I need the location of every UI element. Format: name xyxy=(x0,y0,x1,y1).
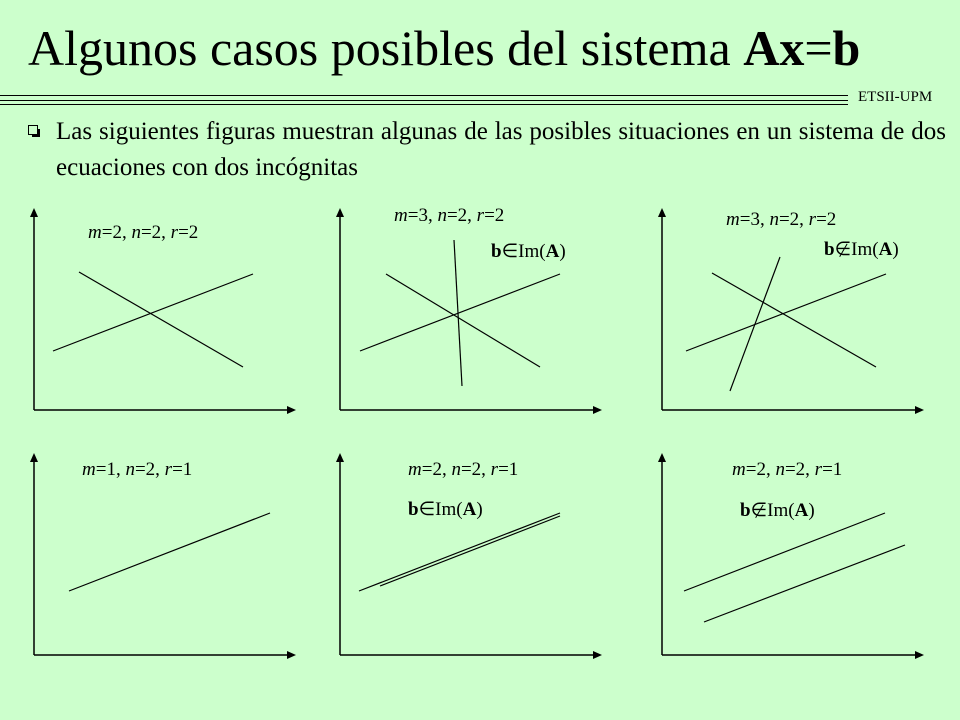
title-rule-top xyxy=(0,95,848,96)
figure-6-annotation: b∈Im(A) xyxy=(740,500,815,521)
slide-title xyxy=(28,16,860,80)
figure-4 xyxy=(20,445,310,670)
bullet-icon xyxy=(28,125,38,135)
figure-6-label: m=2, n=2, r=1 xyxy=(732,459,843,480)
organization-label: ETSII-UPM xyxy=(858,89,933,105)
bullet-text: Las siguientes figuras muestran algunas de las posibles situaciones en un sistema de dos ecuaciones con dos incógnitas xyxy=(56,118,946,181)
title-rule-middle xyxy=(0,100,848,101)
title-rule-bottom xyxy=(0,104,848,105)
figure-1 xyxy=(20,200,310,425)
title-vector: b xyxy=(832,20,861,76)
figure-5 xyxy=(326,445,616,670)
figure-3-label: m=3, n=2, r=2 xyxy=(726,209,837,230)
not-element-of-symbol: ∈ xyxy=(834,239,852,260)
figure-3-annotation: b∈Im(A) xyxy=(824,239,899,260)
figure-2-annotation: b∈Im(A) xyxy=(491,241,566,262)
title-text: Algunos casos posibles del sistema xyxy=(28,20,744,76)
figure-2-plot xyxy=(326,200,616,425)
figure-2 xyxy=(326,200,616,425)
title-matrix: Ax xyxy=(743,20,805,76)
figure-2-label: m=3, n=2, r=2 xyxy=(394,205,505,226)
figure-5-annotation: b∈Im(A) xyxy=(408,499,483,520)
figure-3 xyxy=(648,200,938,425)
figure-5-label: m=2, n=2, r=1 xyxy=(408,459,519,480)
not-element-of-symbol: ∈ xyxy=(750,500,768,521)
title-equals: = xyxy=(804,20,833,76)
figure-3-plot xyxy=(648,200,938,425)
figure-6 xyxy=(648,445,938,670)
figure-1-label: m=2, n=2, r=2 xyxy=(88,222,199,243)
figure-4-label: m=1, n=2, r=1 xyxy=(82,459,193,480)
